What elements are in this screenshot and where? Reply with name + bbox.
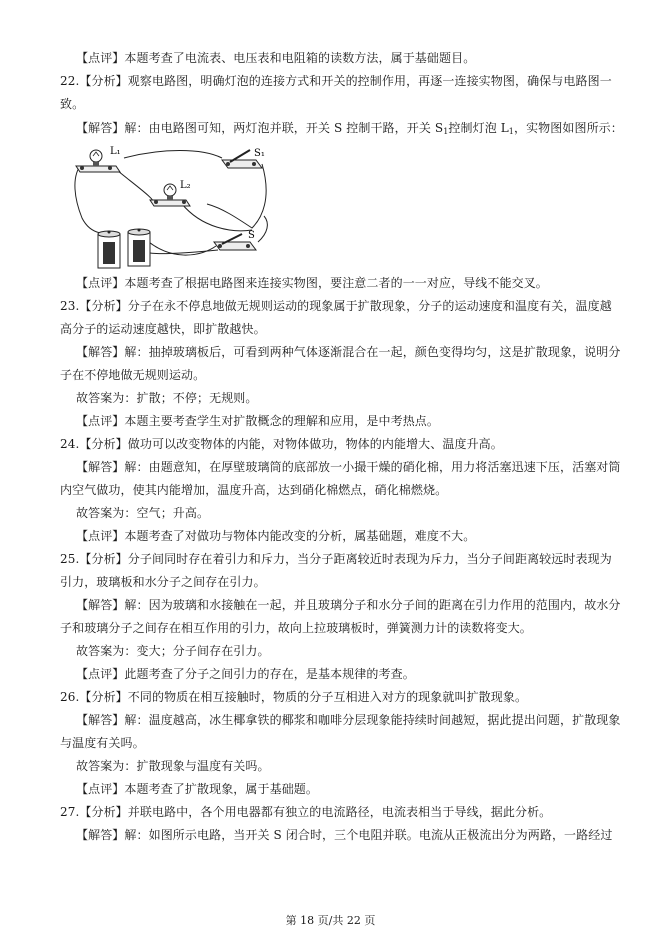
wire	[124, 151, 222, 159]
q23-comment: 【点评】本题主要考查学生对扩散概念的理解和应用，是中考热点。	[76, 414, 440, 428]
q24-comment: 【点评】本题考查了对做功与物体内能改变的分析，属基础题，难度不大。	[76, 529, 476, 543]
subscript-l1: 1	[508, 127, 514, 136]
q23-final-answer: 故答案为：扩散；不停；无规则。	[76, 391, 258, 405]
q22-answer-part-b: 控制灯泡 L	[448, 121, 509, 135]
battery-icon	[98, 231, 120, 269]
page-footer: 第 18 页/共 22 页	[285, 914, 376, 927]
q25-analysis-line2: 引力，玻璃板和水分子之间存在引力。	[60, 575, 266, 589]
q22-answer-part-a: 【解答】解：由电路图可知，两灯泡并联，开关 S 控制干路，开关 S	[76, 121, 444, 135]
circuit-diagram	[72, 138, 272, 275]
q25-answer-line2: 子和玻璃分子之间存在相互作用的引力，故向上拉玻璃板时，弹簧测力计的读数将变大。	[60, 621, 532, 635]
q26-analysis: 26.【分析】不同的物质在相互接触时，物质的分子互相进入对方的现象就叫扩散现象。	[60, 690, 528, 704]
q23-analysis-line1: 23.【分析】分子在永不停息地做无规则运动的现象属于扩散现象，分子的运动速度和温度有关，温度越	[60, 299, 612, 313]
label-s1: S₁	[254, 148, 265, 159]
q22-answer	[76, 120, 623, 140]
wire	[75, 166, 109, 234]
wire	[258, 216, 267, 242]
q27-answer-line1: 【解答】解：如图所示电路，当开关 S 闭合时，三个电阻并联。电流从正极流出分为两路，一路经过	[76, 828, 613, 842]
wire	[207, 164, 266, 228]
q26-answer-line2: 与温度有关吗。	[60, 736, 145, 750]
label-l1: L₁	[110, 146, 121, 157]
q23-analysis-line2: 高分子的运动速度越快，即扩散越快。	[60, 322, 266, 336]
q22-analysis-line2: 致。	[60, 97, 85, 111]
q24-answer-line1: 【解答】解：由题意知，在厚壁玻璃筒的底部放一小撮干燥的硝化棉，用力将活塞迅速下压，活塞对筒	[76, 460, 621, 474]
q22-analysis-line1: 22.【分析】观察电路图，明确灯泡的连接方式和开关的控制作用，再逐一连接实物图，确保与电路图一	[60, 74, 612, 88]
q23-answer-line2: 子在不停地做无规则运动。	[60, 368, 206, 382]
q25-analysis-line1: 25.【分析】分子间同时存在着引力和斥力，当分子距离较近时表现为斥力，当分子间距离较远时表现为	[60, 552, 612, 566]
q26-final-answer: 故答案为：扩散现象与温度有关吗。	[76, 759, 270, 773]
q26-comment: 【点评】本题考查了扩散现象，属于基础题。	[76, 782, 319, 796]
battery-icon	[128, 229, 150, 267]
q22-comment: 【点评】本题考查了根据电路图来连接实物图，要注意二者的一一对应，导线不能交叉。	[76, 276, 548, 290]
q25-comment: 【点评】此题考查了分子之间引力的存在，是基本规律的考查。	[76, 667, 415, 681]
q26-answer-line1: 【解答】解：温度越高，冰生椰拿铁的椰浆和咖啡分层现象能持续时间越短，据此提出问题，扩散现象	[76, 713, 621, 727]
q25-answer-line1: 【解答】解：因为玻璃和水接触在一起，并且玻璃分子和水分子间的距离在引力作用的范围内，故水分	[76, 598, 621, 612]
q25-final-answer: 故答案为：变大；分子间存在引力。	[76, 644, 270, 658]
q22-answer-part-c: ，实物图如图所示：	[513, 121, 623, 135]
p21-comment: 【点评】本题考查了电流表、电压表和电阻箱的读数方法，属于基础题目。	[76, 51, 476, 65]
q27-analysis: 27.【分析】并联电路中，各个用电器都有独立的电流路径，电流表相当于导线，据此分析。	[60, 805, 552, 819]
q24-analysis: 24.【分析】做功可以改变物体的内能，对物体做功，物体的内能增大、温度升高。	[60, 437, 503, 451]
q23-answer-line1: 【解答】解：抽掉玻璃板后，可看到两种气体逐渐混合在一起，颜色变得均匀，这是扩散现象，说明分	[76, 345, 621, 359]
label-s: S	[248, 230, 255, 241]
q24-final-answer: 故答案为：空气；升高。	[76, 506, 210, 520]
q24-answer-line2: 内空气做功，使其内能增加，温度升高，达到硝化棉燃点，硝化棉燃烧。	[60, 483, 448, 497]
subscript-s1: 1	[443, 127, 449, 136]
label-l2: L₂	[180, 180, 191, 191]
